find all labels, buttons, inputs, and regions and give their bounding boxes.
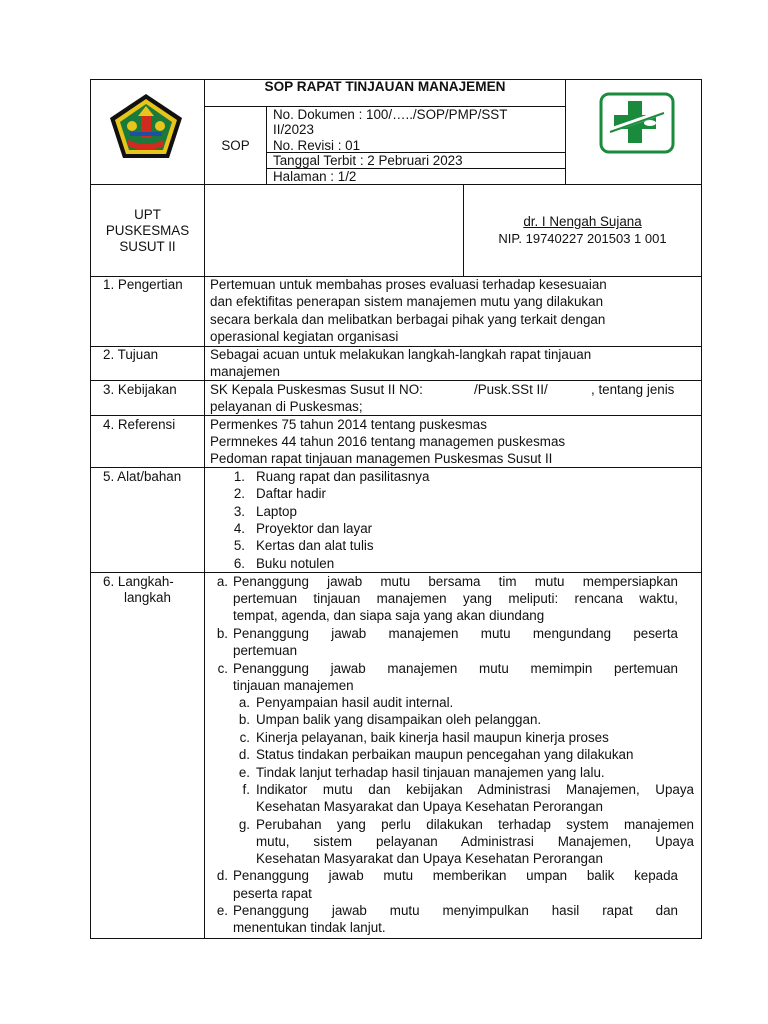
substep-text: Perubahan yang perlu dilakukan terhadap system manajemen (256, 817, 694, 832)
alat-item-text: Kertas dan alat tulis (256, 538, 374, 553)
section-label-langkah-cont: langkah (124, 590, 171, 605)
step-text: Penanggung jawab mutu bersama tim mutu mempersiapkan (233, 574, 678, 589)
pengertian-line: operasional kegiatan organisasi (210, 329, 399, 344)
unit-name-line2: PUSKESMAS (105, 223, 190, 238)
substep-text: Umpan balik yang disampaikan oleh pelanggan. (256, 712, 542, 727)
substep-marker: b. (238, 712, 250, 727)
document-title: SOP RAPAT TINJAUAN MANAJEMEN (264, 79, 506, 94)
step-marker: b. (216, 626, 228, 641)
substep-text: Status tindakan perbaikan maupun pencegahan yang dilakukan (256, 747, 634, 762)
alat-item-text: Ruang rapat dan pasilitasnya (256, 469, 430, 484)
unit-name-line1: UPT (134, 207, 161, 222)
header-divider-right (565, 79, 566, 185)
referensi-line: Pedoman rapat tinjauan managemen Puskesmas Susut II (210, 451, 553, 466)
section-label-pengertian: 1. Pengertian (103, 277, 183, 292)
step-text: Penanggung jawab manajemen mutu mengundang peserta (233, 626, 678, 641)
pengertian-line: dan efektifitas penerapan sistem manajemen mutu yang dilakukan (210, 294, 604, 309)
substep-text: Indikator mutu dan kebijakan Administrasi Manajemen, Upaya (256, 782, 694, 797)
step-text: tempat, agenda, dan siapa saja yang akan diundang (233, 608, 545, 623)
section-label-tujuan: 2. Tujuan (103, 347, 159, 362)
step-text: Penanggung jawab mutu menyimpulkan hasil rapat dan (233, 903, 678, 918)
substep-text: Kesehatan Masyarakat dan Upaya Kesehatan Perorangan (256, 851, 603, 866)
col-divider (204, 79, 205, 939)
kabupaten-logo (108, 92, 184, 160)
step-text: tinjauan manajemen (233, 678, 354, 693)
step-marker: e. (216, 903, 228, 918)
substep-marker: f. (242, 782, 250, 797)
alat-item-number: 4. (233, 521, 245, 536)
section-label-kebijakan: 3. Kebijakan (103, 382, 177, 397)
pengertian-line: Pertemuan untuk membahas proses evaluasi terhadap kesesuaian (210, 277, 607, 292)
referensi-line: Permnekes 44 tahun 2016 tentang managemen puskesmas (210, 434, 566, 449)
section-label-langkah: 6. Langkah- (103, 574, 174, 589)
substep-text: Kinerja pelayanan, baik kinerja hasil maupun kinerja proses (256, 730, 609, 745)
substep-text: Kesehatan Masyarakat dan Upaya Kesehatan Perorangan (256, 799, 603, 814)
table-border-bottom (90, 938, 702, 939)
alat-item-number: 6. (233, 556, 245, 571)
step-marker: a. (216, 574, 228, 589)
step-text: Penanggung jawab mutu memberikan umpan balik kepada (233, 868, 678, 883)
substep-text: Penyampaian hasil audit internal. (256, 695, 454, 710)
section-label-referensi: 4. Referensi (103, 417, 176, 432)
kebijakan-line2: pelayanan di Puskesmas; (210, 399, 363, 414)
step-text: pertemuan (233, 643, 298, 658)
tujuan-line: Sebagai acuan untuk melakukan langkah-langkah rapat tinjauan (210, 347, 592, 362)
signer-nip-text: NIP. 19740227 201503 1 001 (498, 231, 667, 246)
tujuan-line: manajemen (210, 364, 280, 379)
step-text: peserta rapat (233, 886, 312, 901)
kebijakan-text-c: , tentang jenis (591, 382, 675, 397)
section-label-alat: 5. Alat/bahan (103, 469, 182, 484)
page-count: Halaman : 1/2 (273, 169, 357, 184)
alat-item-text: Laptop (256, 504, 297, 519)
alat-item-number: 5. (233, 538, 245, 553)
puskesmas-logo (598, 91, 676, 155)
alat-item-number: 2. (233, 486, 245, 501)
sop-divider (266, 106, 267, 185)
alat-item-text: Proyektor dan layar (256, 521, 373, 536)
alat-item-number: 3. (233, 504, 245, 519)
step-marker: c. (217, 661, 228, 676)
header-bottom (90, 184, 702, 185)
unit-name-line3: SUSUT II (119, 239, 176, 254)
signer-name: dr. I Nengah Sujana (523, 214, 642, 229)
step-marker: d. (216, 868, 228, 883)
pengertian-line: secara berkala dan melibatkan berbagai pihak yang terkait dengan (210, 312, 606, 327)
referensi-line: Permenkes 75 tahun 2014 tentang puskesmas (210, 417, 487, 432)
alat-item-text: Daftar hadir (256, 486, 326, 501)
substep-marker: a. (238, 695, 250, 710)
step-text: pertemuan tinjauan manajemen yang meliputi: rencana waktu, (233, 591, 678, 606)
substep-text: Tindak lanjut terhadap hasil tinjauan manajemen yang lalu. (256, 765, 605, 780)
step-text: Penanggung jawab manajemen mutu memimpin pertemuan (233, 661, 678, 676)
kebijakan-text-a: SK Kepala Puskesmas Susut II NO: (210, 382, 423, 397)
publish-date: Tanggal Terbit : 2 Pebruari 2023 (273, 153, 463, 168)
alat-item-text: Buku notulen (256, 556, 335, 571)
step-text: menentukan tindak lanjut. (233, 920, 386, 935)
alat-item-number: 1. (233, 469, 245, 484)
doc-number-line1: No. Dokumen : 100/…../SOP/PMP/SST (273, 107, 508, 122)
substep-text: mutu, sistem pelayanan Administrasi Manajemen, Upaya (256, 834, 694, 849)
substep-marker: d. (238, 747, 250, 762)
substep-marker: c. (239, 730, 250, 745)
substep-marker: g. (238, 817, 250, 832)
kebijakan-text-b: /Pusk.SSt II/ (474, 382, 548, 397)
revision-number: No. Revisi : 01 (273, 138, 361, 153)
signer-nip (464, 230, 701, 249)
doc-number-line2: II/2023 (273, 122, 314, 137)
table-border-right (701, 79, 702, 939)
sop-label: SOP (221, 138, 250, 153)
substep-marker: e. (238, 765, 250, 780)
